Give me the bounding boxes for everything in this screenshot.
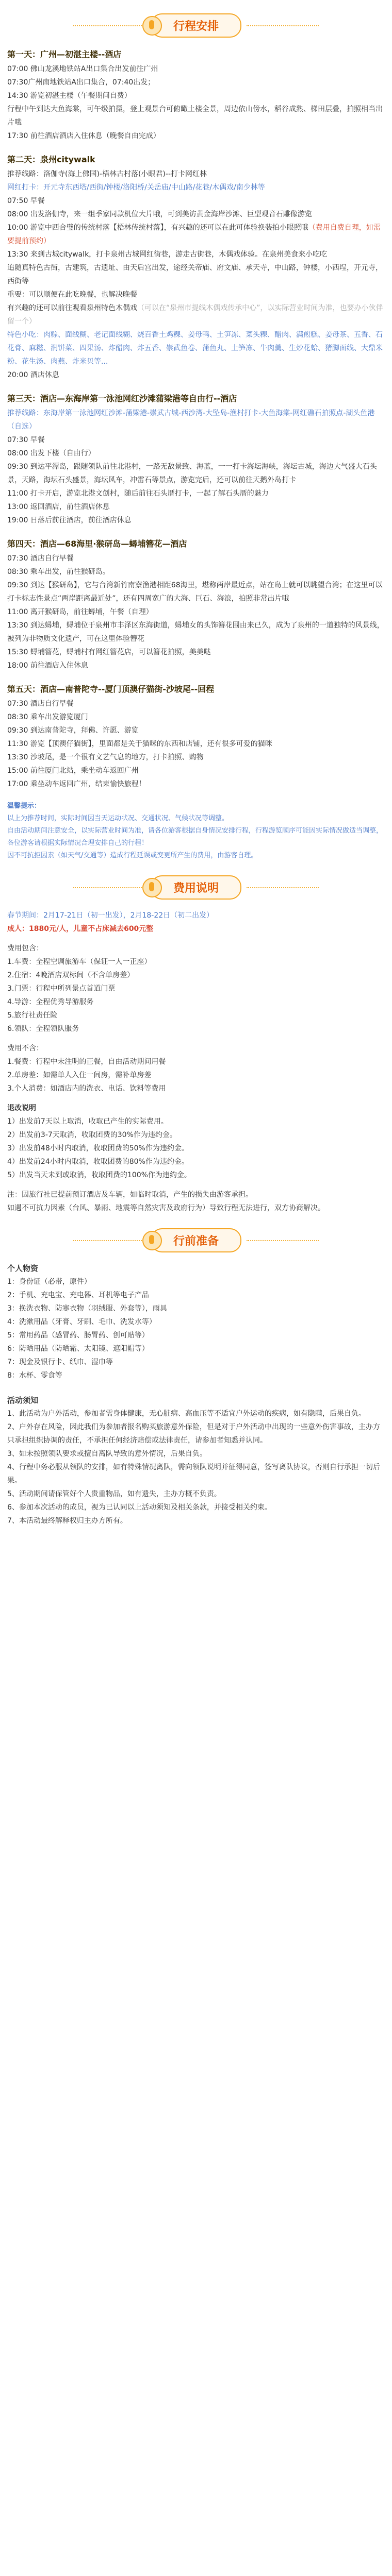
activity-line: 3、如未按照领队要求或擅自离队导致的意外情况，后果自负。 xyxy=(7,1450,207,1458)
divider-right xyxy=(247,25,319,26)
day-line xyxy=(7,129,385,143)
day-line xyxy=(7,764,385,777)
day-line xyxy=(7,737,385,751)
fees-include-head: 费用包含： xyxy=(7,944,43,953)
day-line-text: 07:30广州南地铁站A出口集合，07:40出发； xyxy=(7,78,155,87)
notes-line: 因不可抗拒因素（如天气/交通等）造成行程延误或变更所产生的费用，由游客自理。 xyxy=(7,852,258,859)
day-line xyxy=(7,208,385,221)
divider-left xyxy=(73,25,145,26)
day-line xyxy=(7,89,385,103)
day-line xyxy=(7,248,385,261)
section-emblem-icon xyxy=(142,16,162,36)
day-line xyxy=(7,103,385,129)
day-line-text: 13:30 来到古城citywalk，打卡泉州古城网红街巷，游走古街巷，木偶戏体验。在泉州美食来小吃吃 xyxy=(7,250,328,259)
section-title: 费用说明 xyxy=(173,882,219,895)
day-line xyxy=(7,76,385,89)
day-line xyxy=(7,659,385,672)
day-title: 第四天：酒店—68海里·猴研岛—蟳埔簪花—酒店 xyxy=(7,539,187,549)
day-line xyxy=(7,328,385,368)
day-line xyxy=(7,751,385,764)
day-line xyxy=(7,710,385,724)
day-line-text: 14:30 游览初湛主楼（午餐期间自费） xyxy=(7,92,132,100)
day-line xyxy=(7,460,385,487)
day-line xyxy=(7,301,385,328)
divider-left xyxy=(73,1240,145,1241)
day-line-text: 13:30 到达蟳埔，蟳埔位于泉州市丰泽区东海街道，蟳埔女的头饰簪花围由来已久，成为了泉州的一道独特的风景线，被列为非物质文化遗产，可在这里体验簪花 xyxy=(7,621,384,643)
day-line xyxy=(7,181,385,194)
notes-line: 以上为推荐时间，实际时间因当天运动状况、交通状况、气候状况等调整。 xyxy=(7,815,229,822)
day-line xyxy=(7,433,385,447)
day-block xyxy=(7,391,385,527)
section-title-pill xyxy=(151,875,241,900)
day-block xyxy=(7,47,385,143)
fees-price-label: 成人： xyxy=(7,925,29,933)
prep-item: 2：手机、充电宝、充电器、耳机等电子产品 xyxy=(7,1291,149,1299)
divider-right xyxy=(247,887,319,888)
day-line-text: 特色小吃：肉粽、面线糊、老记面线糊、烧百香土鸡粿、姜母鸭、土笋冻、菜头粿、醋肉、满煎糕、姜母茶、五香、石花膏、麻糍、润饼菜、四果汤、炸醋肉、炸五香、崇武鱼卷、蒲鱼丸、土笋冻、牛肉羹、生炒花蛤、猪脚面线、大鼎米粉、花生汤、肉燕、炸米贝等... xyxy=(7,331,383,366)
notes-block xyxy=(7,800,385,862)
activity-block xyxy=(7,1394,385,1528)
day-block xyxy=(7,152,385,382)
fees-dates: 2月17-21日（初一出发），2月18-22日（初二出发） xyxy=(43,911,214,920)
prep-item: 3：换洗衣物、防寒衣物（羽绒服、外套等），雨具 xyxy=(7,1304,167,1313)
fees-refund-line: 1）出发前7天以上取消，收取已产生的实际费用。 xyxy=(7,1117,168,1126)
day-line-text: 15:30 蟳埔簪花，蟳埔村有网红簪花店，可以簪花拍照，美美哒 xyxy=(7,648,211,656)
section-header-fees xyxy=(7,875,385,900)
day-line-text: 09:30 到达平潭岛，跟随领队前往北港村，一路无敌景致、海蓝，一一打卡海坛海峡，海坛古城，海边大气盛大石头景，天路，海坛石头盛景，海坛风车，冲雷石等景点，游览完后，还可以前往天鹅外岛打卡 xyxy=(7,463,377,484)
day-line xyxy=(7,261,385,288)
day-line xyxy=(7,579,385,605)
fees-exclude-item: 1.餐费：行程中未注明的正餐，自由活动期间用餐 xyxy=(7,1058,166,1066)
day-line-text: 11:00 离开猴研岛，前往蟳埔，午餐（自理） xyxy=(7,608,153,616)
day-line xyxy=(7,697,385,710)
notes-line: 自由活动期间注意安全，以实际营业时间为准，请各位游客根据自身情况安排行程，行程游览顺序可能因实际情况做适当调整，各位游客请根据实际情况合理安排自己的行程！ xyxy=(7,827,383,847)
day-block xyxy=(7,682,385,791)
day-line-text: 推荐线路：洛伽寺(海上佛国)-梧林古村落(小眼君)--打卡网红林 xyxy=(7,170,207,178)
day-line-text: 重要：可以顺便在此吃晚餐，也解决晚餐 xyxy=(7,291,137,299)
day-line-text: 07:30 酒店自行早餐 xyxy=(7,700,74,708)
day-line xyxy=(7,406,385,433)
divider-left xyxy=(73,887,145,888)
day-line xyxy=(7,487,385,500)
day-line-text: 07:30 酒店自行早餐 xyxy=(7,554,74,563)
day-line-note: （可以在“泉州市提线木偶戏传承中心”，以实际营业时间为准，也要办小伙伴留一个） xyxy=(7,304,383,326)
activity-line: 4、行程中务必服从领队的安排，如有特殊情况离队，需向领队说明并征得同意，签写离队协议，否则自行承担一切后果。 xyxy=(7,1463,380,1485)
day-line-text: 08:30 乘车出发游览厦门 xyxy=(7,713,88,721)
day-line-text: 19:00 日落后前往酒店，前往酒店休息 xyxy=(7,516,132,524)
day-line-text: 11:30 游览【顶澳仔猫街】，里面都是关于猫咪的东西和店铺，还有很多可爱的猫咪 xyxy=(7,740,272,748)
day-line xyxy=(7,167,385,181)
section-header-itinerary xyxy=(7,13,385,38)
day-line-text: 15:00 前往厦门北站，乘坐动车返回广州 xyxy=(7,767,139,775)
day-line-text: 07:50 早餐 xyxy=(7,197,45,205)
day-line-note: （费用自费自理，如需要提前预约） xyxy=(7,224,381,245)
day-title: 第一天：广州—初湛主楼--酒店 xyxy=(7,49,122,59)
section-title-pill xyxy=(151,1228,241,1252)
day-line-text: 10:00 游览中西合璧的传统村落【梧林传统村落】，有兴趣的还可以在此可体验换装拍小眼照哦 xyxy=(7,224,308,232)
fees-tip-line: 注：因旅行社已提前预订酒店及车辆，如临时取消，产生的损失由游客承担。 xyxy=(7,1191,253,1199)
fees-include-item: 1.车费：全程空调旅游车（保证一人一正座） xyxy=(7,958,152,966)
day-line xyxy=(7,646,385,659)
prep-item: 1：身份证（必带，原件） xyxy=(7,1278,91,1286)
activity-line: 6、参加本次活动的成员，视为已认同以上活动须知及相关条款，并接受相关约束。 xyxy=(7,1503,272,1512)
fees-exclude-item: 2.单房差：如需单人入住一间房，需补单房差 xyxy=(7,1071,152,1079)
day-title: 第二天：泉州citywalk xyxy=(7,155,95,164)
day-line-text: 20:00 酒店休息 xyxy=(7,371,59,379)
day-line-text: 13:30 沙坡尾，是一个很有文艺气息的地方，打卡拍照、购物 xyxy=(7,753,204,761)
fees-tips xyxy=(7,1188,385,1215)
day-line-text: 11:00 打卡开启，游览北港文创村，随后前往石头厝打卡，一起了解石头厝的魅力 xyxy=(7,489,269,498)
day-block xyxy=(7,536,385,672)
fees-refund-head: 退改说明 xyxy=(7,1104,36,1112)
fees-refund-line: 5）出发当天未到或取消，收取团费的100%作为违约金。 xyxy=(7,1171,191,1179)
prep-item: 7：现金及银行卡、纸巾、湿巾等 xyxy=(7,1358,113,1366)
fees-include-item: 2.住宿：4晚酒店双标间（不含单房差） xyxy=(7,971,135,979)
fees-excludes xyxy=(7,1055,385,1095)
day-line xyxy=(7,605,385,619)
day-line-text: 17:30 前往酒店酒店入住休息（晚餐自由完成） xyxy=(7,132,160,140)
itinerary-days xyxy=(7,47,385,791)
day-line-text: 有兴趣的还可以前往观看泉州特色木偶戏 xyxy=(7,304,137,312)
day-line xyxy=(7,619,385,646)
activity-line: 5、活动期间请保管好个人贵重物品，如有遗失，主办方概不负责。 xyxy=(7,1490,221,1498)
activity-line: 1、此活动为户外活动，参加者需身体健康，无心脏病、高血压等不适宜户外运动的疾病，如有隐瞒，后果自负。 xyxy=(7,1410,366,1418)
day-line xyxy=(7,288,385,301)
fees-include-item: 4.导游：全程优秀导游服务 xyxy=(7,998,94,1006)
day-line-text: 17:00 乘坐动车返回广州，结束愉快旅程！ xyxy=(7,780,146,788)
day-line xyxy=(7,500,385,514)
notes-label: 温馨提示： xyxy=(7,802,41,810)
divider-right xyxy=(247,1240,319,1241)
prep-item: 6：防晒用品（防晒霜、太阳镜、遮阳帽等） xyxy=(7,1345,149,1353)
fees-dates-label: 春节期间： xyxy=(7,911,43,920)
fees-include-item: 5.旅行社责任险 xyxy=(7,1011,58,1020)
day-line-text: 08:30 乘车出发，前往猴研岛。 xyxy=(7,568,110,576)
day-line-text: 07:00 佛山龙溪地铁站A出口集合出发前往广州 xyxy=(7,65,158,73)
day-line-text: 行程中午到达大鱼海棠，可午级拍摄，登上观景台可俯瞰土楼全景，周边依山傍水，稻谷成熟、梯田层叠，拍照相当出片哦 xyxy=(7,105,383,127)
day-line xyxy=(7,777,385,791)
fees-refund-line: 3）出发前48小时内取消，收取团费的50%作为违约金。 xyxy=(7,1144,189,1153)
section-title: 行前准备 xyxy=(173,1235,219,1248)
day-line xyxy=(7,194,385,208)
activity-line: 7、本活动最终解释权归主办方所有。 xyxy=(7,1517,127,1525)
fees-refund-line: 4）出发前24小时内取消，收取团费的80%作为违约金。 xyxy=(7,1158,189,1166)
prep-head: 个人物资 xyxy=(7,1264,39,1273)
day-line xyxy=(7,447,385,460)
fees-block xyxy=(7,909,385,1215)
day-line-text: 13:00 返回酒店，前往酒店休息 xyxy=(7,503,110,511)
prep-items xyxy=(7,1275,385,1382)
prep-item: 5：常用药品（感冒药、肠胃药、创可贴等） xyxy=(7,1331,149,1340)
day-line xyxy=(7,368,385,382)
day-line xyxy=(7,221,385,248)
day-line-text: 08:00 出发洛伽寺，来一组季家同款机位大片哦，可到美访黄金海岸沙滩、巨型观音石雕像游览 xyxy=(7,210,312,218)
fees-refund-line: 2）出发前3-7天取消，收取团费的30%作为违约金。 xyxy=(7,1131,177,1139)
day-line xyxy=(7,552,385,565)
activity-line: 2、户外存在风险，因此我们为参加者报名购买旅游意外保险，但是对于户外活动中出现的一些意外伤害事故，主办方只承担组织协调的责任，不承担任何经济赔偿或法律责任，请参加者知悉并认同。 xyxy=(7,1423,380,1445)
activity-lines xyxy=(7,1407,385,1528)
day-line-text: 08:00 出发下楼（自由行） xyxy=(7,449,95,457)
page xyxy=(0,13,392,1543)
day-line-text: 网红打卡：开元寺东西塔/西街/钟楼/洛阳桥/关岳庙/中山路/花巷/木偶戏/南少林等 xyxy=(7,183,265,192)
section-emblem-icon xyxy=(142,1231,162,1250)
fees-tip-line: 如遇不可抗力因素（台风、暴雨、地震等自然灾害及政府行为）导致行程无法进行，双方协商解决。 xyxy=(7,1204,325,1212)
notes-lines xyxy=(7,812,385,862)
day-title: 第三天：酒店—东海岸第一泳池网红沙滩蒲梁港等自由行--酒店 xyxy=(7,394,237,403)
prep-item: 4：洗漱用品（牙膏、牙刷、毛巾、洗发水等） xyxy=(7,1318,156,1326)
day-line-text: 07:30 早餐 xyxy=(7,436,45,444)
fees-exclude-head: 费用不含： xyxy=(7,1044,43,1053)
prep-item: 8：水杯、零食等 xyxy=(7,1371,62,1380)
day-line-text: 09:30 到达南普陀寺，拜佛、许愿、游览 xyxy=(7,726,139,735)
day-line-text: 推荐线路：东海岸第一泳池网红沙滩-蒲梁港-崇武古城-西沙湾-大坠岛-渔村打卡-大鱼海棠-网红礁石拍照点-湖头鱼港（自选） xyxy=(7,409,375,431)
day-line xyxy=(7,514,385,527)
fees-refund-lines xyxy=(7,1115,385,1182)
fees-include-item: 6.领队：全程领队服务 xyxy=(7,1025,79,1033)
fees-exclude-item: 3.个人消费：如酒店内的洗衣、电话、饮料等费用 xyxy=(7,1084,166,1093)
section-emblem-icon xyxy=(142,878,162,897)
day-line xyxy=(7,565,385,579)
section-title-pill xyxy=(151,13,241,38)
section-header-prep xyxy=(7,1228,385,1252)
prep-block xyxy=(7,1262,385,1528)
day-title: 第五天：酒店—南普陀寺--厦门顶澳仔猫街-沙坡尾--回程 xyxy=(7,684,215,694)
section-title: 行程安排 xyxy=(173,20,219,33)
day-line-text: 09:30 到达【猴研岛】，它与台湾新竹南寮渔港相距68海里，堪称两岸最近点，站在岛上就可以眺望台湾；在这里可以打卡标志性景点“两岸距离最近处”，还有四周宽广的大海、巨石、海浪，拍照非常出片哦 xyxy=(7,581,383,603)
fees-price: 1880元/人，儿童不占床减去600元整 xyxy=(29,925,154,933)
fees-include-item: 3.门票：行程中所列景点首道门票 xyxy=(7,985,116,993)
day-line-text: 追随真特色古街，古建筑，古遗址、由天后宫出发，途经关帝庙、府文庙、承天寺，中山路，钟楼，小西埕，开元寺，西街等 xyxy=(7,264,383,285)
activity-head: 活动须知 xyxy=(7,1396,39,1405)
day-line xyxy=(7,724,385,737)
fees-includes xyxy=(7,955,385,1036)
day-line xyxy=(7,62,385,76)
day-line-text: 18:00 前往酒店入住休息 xyxy=(7,662,88,670)
